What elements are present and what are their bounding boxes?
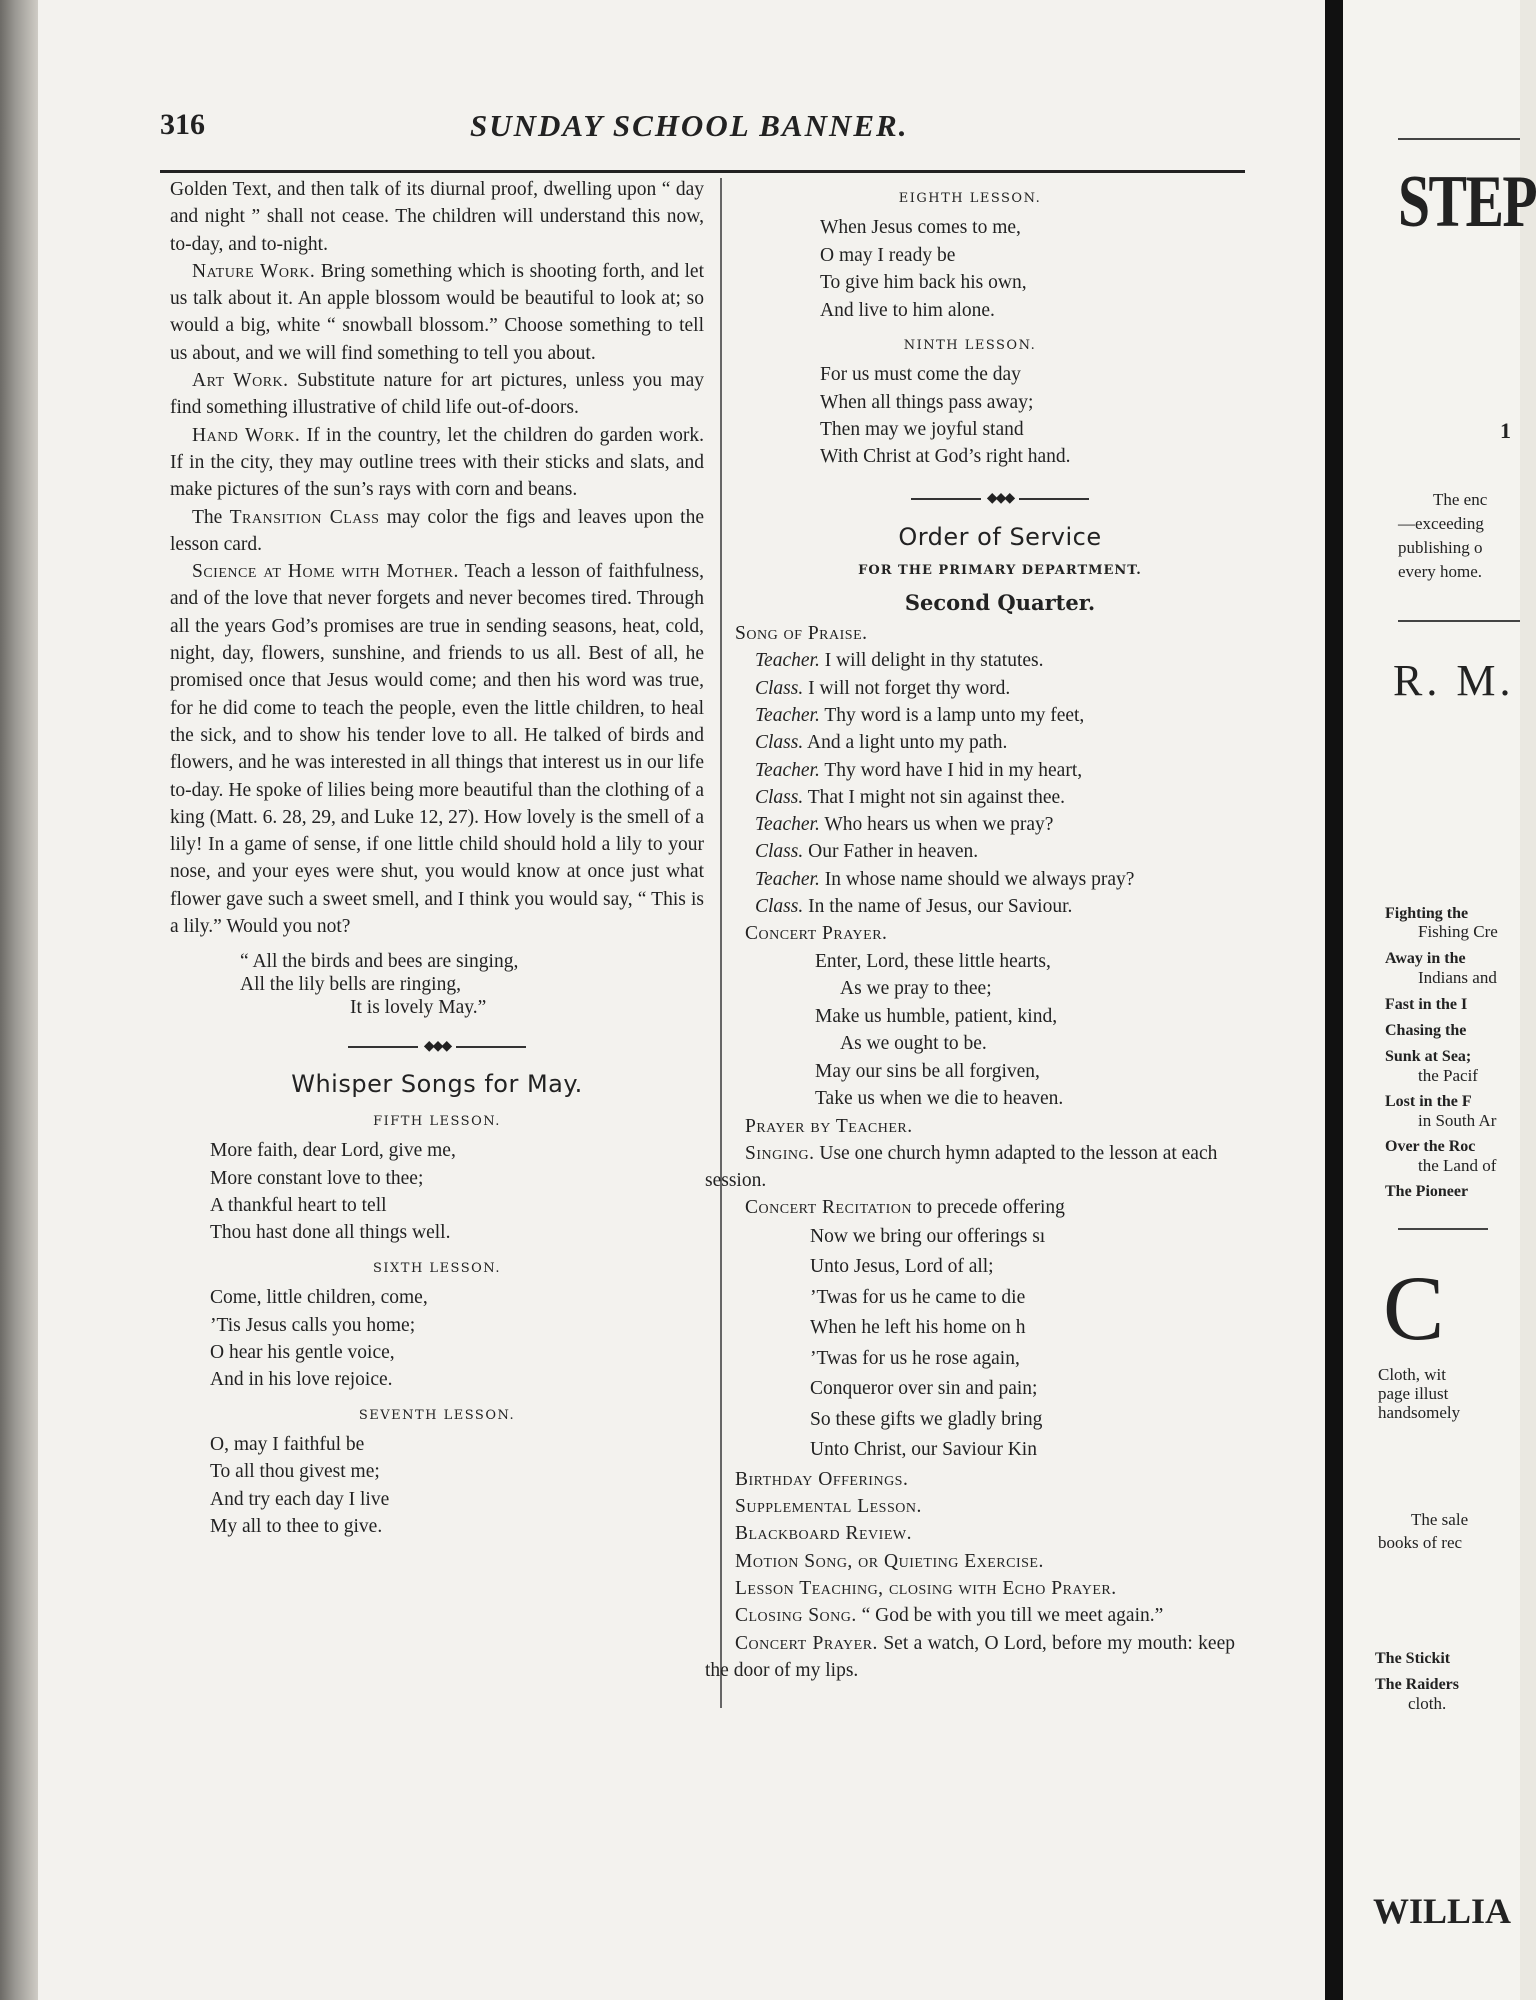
lesson-teaching: [705, 1575, 1235, 1602]
final-prayer-label: Concert Prayer.: [735, 1632, 878, 1654]
speaker: Teacher.: [755, 759, 820, 781]
facing-para-line: The enc: [1433, 490, 1488, 509]
lesson-poem: [210, 1137, 704, 1247]
facing-para-line: every home.: [1398, 562, 1483, 581]
final-prayer-text: Set a watch, O Lord, before my mouth: keep the door of my lips.: [705, 1632, 1235, 1681]
birthday-label: Birthday Offerings.: [735, 1468, 909, 1490]
left-column: [170, 176, 704, 1541]
response-text: That I might not sin against thee.: [803, 786, 1065, 808]
concert-recitation-label: Concert Recitation: [745, 1197, 913, 1219]
speaker: Class.: [755, 732, 804, 754]
facing-list-title: Lost in the F: [1385, 1093, 1472, 1110]
prayer-by-teacher: [705, 1113, 1235, 1140]
birthday-offerings: [705, 1466, 1235, 1493]
quote-line: It is lovely May.”: [350, 997, 487, 1019]
header-rule: [160, 170, 1245, 173]
supplemental-lesson: [705, 1493, 1235, 1520]
offering-line: Now we bring our offerings sı: [810, 1225, 1046, 1247]
supplemental-label: Supplemental Lesson.: [735, 1496, 922, 1518]
response-text: And a light unto my path.: [803, 732, 1008, 754]
speaker: Teacher.: [755, 650, 820, 672]
offering-line: When he left his home on h: [810, 1317, 1026, 1339]
transition-class-text: may color the figs and leaves upon the lesson card.: [170, 506, 704, 555]
response-text: I will delight in thy statutes.: [819, 650, 1044, 672]
art-work-label: Art Work.: [192, 370, 289, 392]
hand-work-label: Hand Work.: [192, 424, 301, 446]
concert-prayer-label: Concert Prayer.: [745, 923, 888, 945]
concert-recitation-text: to precede offering: [912, 1197, 1065, 1219]
prayer-line: As we pray to thee;: [840, 978, 992, 1000]
facing-heading: STEP: [1398, 161, 1536, 243]
response-text: Thy word have I hid in my heart,: [819, 759, 1083, 781]
concert-recitation-line: [705, 1194, 1235, 1221]
facing-list-title: Over the Roc: [1385, 1138, 1476, 1155]
response-line: [705, 866, 1235, 893]
facing-para-line: publishing o: [1398, 538, 1483, 557]
quote-line: All the lily bells are ringing,: [240, 974, 461, 996]
response-text: Our Father in heaven.: [803, 841, 979, 863]
lesson-teaching-text: closing with Echo Prayer.: [883, 1577, 1117, 1599]
paragraph-art-work: [170, 367, 704, 422]
prayer-line: May our sins be all forgiven,: [815, 1060, 1040, 1082]
speaker: Teacher.: [755, 704, 820, 726]
poem-line: For us must come the day: [820, 364, 1021, 386]
order-of-service-heading: Order of Service: [898, 523, 1102, 552]
lesson-heading: FIFTH LESSON.: [373, 1113, 501, 1129]
concert-prayer: [705, 920, 1235, 947]
poem-line: And in his love rejoice.: [210, 1369, 393, 1391]
science-text: Teach a lesson of faithfulness, and of the love that never forgets and never becomes tired. Through all the years God’s promises are true in sending seasons, heat, cold, night, day, flowers, sunshine, and friends to us all. Best of all, he promised once that Jesus would come; and then his word was true, for he did come to teach the people, even the little children, to heal the sick, and to show his tender love to all. He talked of birds and flowers, and he was interested in all things that interest us in our life to-day. He spoke of lilies being more beautiful than the clothing of a king (Matt. 6. 28, 29, and Luke 12, 27). How lovely is the smell of a lily! In a game of sense, if one little child should hold a lily to your nose, and your eyes were shut, you would know at once just what flower gave such a sweet smell, and I think you would say, “ This is a lily.” Would you not?: [170, 561, 704, 938]
facing-stickit-line: cloth.: [1408, 1694, 1447, 1713]
offering-line: So these gifts we gladly bring: [810, 1408, 1043, 1430]
response-line: [705, 675, 1235, 702]
ornament-divider: ◆◆◆: [170, 1033, 704, 1060]
transition-class-label: Transition Class: [229, 506, 380, 528]
page-number: 316: [160, 108, 205, 141]
poem-line: O hear his gentle voice,: [210, 1341, 395, 1363]
final-concert-prayer: [705, 1630, 1235, 1685]
response-line: [705, 757, 1235, 784]
poem-line: To all thou givest me;: [210, 1461, 380, 1483]
facing-rule: [1398, 138, 1520, 140]
singing-label: Singing.: [745, 1142, 815, 1164]
motion-song: [705, 1548, 1235, 1575]
facing-list-title: Away in the: [1385, 950, 1466, 967]
speaker: Teacher.: [755, 814, 820, 836]
running-title: SUNDAY SCHOOL BANNER.: [470, 108, 909, 143]
facing-list-title: Sunk at Sea;: [1385, 1048, 1472, 1065]
facing-sale-line: books of rec: [1378, 1533, 1463, 1552]
offering-line: ’Twas for us he rose again,: [810, 1347, 1020, 1369]
ornament-divider: ◆◆◆: [765, 485, 1235, 512]
hand-work-text: If in the country, let the children do garden work. If in the city, they may outline trees with their sticks and slats, and make pictures of the sun’s rays with corn and beans.: [170, 424, 704, 501]
offering-line: ’Twas for us he came to die: [810, 1286, 1026, 1308]
motion-label: Motion Song, or Quieting Exercise.: [735, 1550, 1044, 1572]
poem-line: When Jesus comes to me,: [820, 217, 1021, 239]
response-text: In whose name should we always pray?: [819, 868, 1135, 890]
facing-stickit-line: The Raiders: [1375, 1676, 1459, 1693]
nature-work-label: Nature Work.: [192, 260, 316, 282]
prayer-line: As we ought to be.: [840, 1033, 987, 1055]
facing-publisher: WILLIA: [1373, 1891, 1512, 1931]
nature-work-text: Bring something which is shooting forth, and let us talk about it. An apple blossom would be beautiful to look at; so would a big, white “ snowball blossom.” Choose something to tell us about, and we will find something to tell you about.: [170, 260, 704, 364]
song-of-praise-label: Song of Praise.: [735, 623, 868, 645]
poem-line: Thou hast done all things well.: [210, 1222, 451, 1244]
poem-line: A thankful heart to tell: [210, 1195, 387, 1217]
closing-song: [705, 1602, 1235, 1629]
closing-text: “ God be with you till we meet again.”: [856, 1605, 1164, 1627]
speaker: Teacher.: [755, 868, 820, 890]
blackboard-review: [705, 1520, 1235, 1547]
facing-para-line: —exceeding: [1398, 514, 1484, 533]
offering-line: Conqueror over sin and pain;: [810, 1378, 1038, 1400]
facing-list-title: The Pioneer: [1385, 1183, 1469, 1200]
facing-list-sub: the Pacif: [1418, 1066, 1478, 1085]
quote-line: “ All the birds and bees are singing,: [240, 951, 519, 973]
prayer-line: Make us humble, patient, kind,: [815, 1005, 1058, 1027]
facing-cloth-line: page illust: [1378, 1384, 1449, 1403]
poem-line: O may I ready be: [820, 244, 956, 266]
offering-line: Unto Jesus, Lord of all;: [810, 1256, 994, 1278]
facing-list-sub: the Land of: [1418, 1156, 1497, 1175]
poem-line: O, may I faithful be: [210, 1434, 365, 1456]
speaker: Class.: [755, 677, 804, 699]
art-work-text: Substitute nature for art pictures, unless you may find something illustrative of child life out-of-doors.: [170, 370, 704, 419]
response-line: [705, 811, 1235, 838]
lesson-poem: [820, 214, 1235, 324]
facing-list-title: Fighting the: [1385, 905, 1469, 922]
response-line: [705, 729, 1235, 756]
poem-line: Come, little children, come,: [210, 1287, 428, 1309]
prayer-line: Take us when we die to heaven.: [815, 1088, 1064, 1110]
facing-rule: [1398, 1228, 1488, 1230]
facing-list-sub: Fishing Cre: [1418, 922, 1498, 941]
response-line: [705, 647, 1235, 674]
poem-line: To give him back his own,: [820, 272, 1027, 294]
facing-rule: [1398, 620, 1520, 622]
poem-line: More constant love to thee;: [210, 1167, 424, 1189]
facing-rm-heading: R. M.: [1393, 656, 1515, 705]
facing-number: 1: [1500, 418, 1511, 443]
response-line: [705, 838, 1235, 865]
singing-text: Use one church hymn adapted to the lesson at each session.: [705, 1142, 1218, 1192]
offering-line: Unto Christ, our Saviour Kin: [810, 1439, 1037, 1461]
facing-stickit-line: The Stickit: [1375, 1650, 1451, 1667]
whisper-songs-heading: Whisper Songs for May.: [291, 1069, 583, 1098]
transition-pre: The: [192, 506, 230, 528]
blackboard-label: Blackboard Review.: [735, 1523, 912, 1545]
paragraph-transition-class: [170, 504, 704, 559]
facing-list-sub: in South Ar: [1418, 1111, 1497, 1130]
singing-line: [705, 1140, 1235, 1195]
offering-verse: [705, 1222, 1235, 1466]
facing-list-title: Chasing the: [1385, 1022, 1467, 1039]
response-line: [705, 784, 1235, 811]
lesson-teaching-label: Lesson Teaching,: [735, 1577, 884, 1599]
poem-line: Then may we joyful stand: [820, 419, 1024, 441]
poem-line: And try each day I live: [210, 1488, 390, 1510]
poem-line: When all things pass away;: [820, 391, 1034, 413]
lesson-heading: SEVENTH LESSON.: [358, 1407, 516, 1423]
lesson-heading: NINTH LESSON.: [903, 337, 1037, 353]
poem-line: And live to him alone.: [820, 299, 995, 321]
speaker: Class.: [755, 786, 804, 808]
prayer-line: Enter, Lord, these little hearts,: [815, 950, 1051, 972]
speaker: Class.: [755, 841, 804, 863]
response-text: Who hears us when we pray?: [819, 814, 1054, 836]
facing-sale-line: The sale: [1411, 1510, 1469, 1529]
primary-department-subheading: FOR THE PRIMARY DEPARTMENT.: [858, 563, 1142, 579]
science-label: Science at Home with Mother.: [192, 561, 459, 583]
book-spine: [1325, 0, 1343, 2000]
response-text: Thy word is a lamp unto my feet,: [819, 704, 1085, 726]
may-quote: [240, 950, 704, 1019]
paragraph-hand-work: [170, 422, 704, 504]
facing-page: [1343, 0, 1536, 2000]
lesson-heading: EIGHTH LESSON.: [898, 191, 1042, 206]
speaker: Class.: [755, 896, 804, 917]
paragraph-golden-text: Golden Text, and then talk of its diurnal proof, dwelling upon “ day and night ” shall not cease. The children will understand this now, to-day, and to-night.: [170, 179, 704, 255]
prayer-verse: [705, 948, 1235, 1113]
song-of-praise: [705, 620, 1235, 647]
facing-cloth-line: handsomely: [1378, 1403, 1461, 1422]
response-text: I will not forget thy word.: [803, 677, 1011, 699]
facing-big-letter: C: [1383, 1257, 1445, 1359]
response-text: In the name of Jesus, our Saviour.: [803, 896, 1073, 917]
facing-cloth-line: Cloth, wit: [1378, 1365, 1447, 1384]
response-line: [705, 702, 1235, 729]
prayer-by-teacher-label: Prayer by Teacher.: [745, 1115, 913, 1137]
lesson-poem: [210, 1284, 704, 1394]
second-quarter-heading: Second Quarter.: [904, 589, 1096, 615]
paragraph-science-at-home: [170, 558, 704, 940]
poem-line: My all to thee to give.: [210, 1516, 383, 1538]
paragraph-nature-work: [170, 258, 704, 367]
closing-label: Closing Song.: [735, 1605, 857, 1627]
book-gutter: [0, 0, 38, 2000]
response-line: [705, 893, 1235, 920]
poem-line: With Christ at God’s right hand.: [820, 446, 1071, 468]
poem-line: ’Tis Jesus calls you home;: [210, 1314, 416, 1336]
facing-list-sub: Indians and: [1418, 968, 1497, 987]
lesson-poem: [820, 361, 1235, 471]
lesson-poem: [210, 1431, 704, 1541]
right-column: [705, 183, 1235, 1684]
facing-list-title: Fast in the I: [1385, 996, 1468, 1013]
lesson-heading: SIXTH LESSON.: [373, 1260, 501, 1276]
poem-line: More faith, dear Lord, give me,: [210, 1140, 456, 1162]
